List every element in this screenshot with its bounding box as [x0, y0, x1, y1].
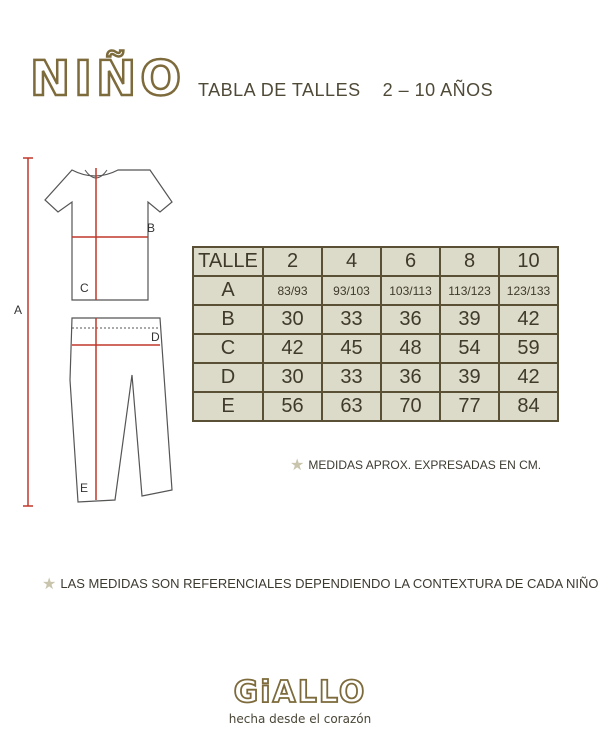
table-cell: 83/93	[263, 276, 322, 305]
page-title-text: NIÑO	[30, 51, 186, 107]
reference-note-text: LAS MEDIDAS SON REFERENCIALES DEPENDIENDO LA CONTEXTURA DE CADA NIÑO	[60, 576, 599, 591]
table-cell: 113/123	[440, 276, 499, 305]
header-cell: 8	[440, 247, 499, 276]
row-label: E	[193, 392, 263, 421]
table-cell: 30	[263, 363, 322, 392]
table-cell: 42	[499, 363, 558, 392]
size-table	[192, 246, 559, 422]
row-label: C	[193, 334, 263, 363]
table-cell: 36	[381, 305, 440, 334]
table-cell: 93/103	[322, 276, 381, 305]
subtitle-text: TABLA DE TALLES	[198, 80, 361, 100]
approx-note-text: MEDIDAS APROX. EXPRESADAS EN CM.	[308, 458, 542, 472]
table-cell: 84	[499, 392, 558, 421]
reference-note	[42, 574, 599, 594]
table-cell: 42	[263, 334, 322, 363]
row-label: A	[193, 276, 263, 305]
table-cell: 54	[440, 334, 499, 363]
table-cell: 77	[440, 392, 499, 421]
row-label: B	[193, 305, 263, 334]
header-cell: 10	[499, 247, 558, 276]
table-cell: 70	[381, 392, 440, 421]
brand-name: GiALLO	[233, 675, 367, 710]
table-cell: 123/133	[499, 276, 558, 305]
table-cell: 39	[440, 363, 499, 392]
brand-tagline: hecha desde el corazón	[228, 712, 372, 726]
table-cell: 45	[322, 334, 381, 363]
table-row	[193, 363, 558, 392]
table-cell: 103/113	[381, 276, 440, 305]
label-e: E	[80, 481, 89, 495]
table-header-row	[193, 247, 558, 276]
table-cell: 56	[263, 392, 322, 421]
star-icon: ★	[290, 457, 305, 474]
table-cell: 59	[499, 334, 558, 363]
tshirt-outline	[45, 170, 172, 300]
page-title	[30, 50, 186, 108]
approx-note	[290, 455, 541, 475]
header-cell: TALLE	[193, 247, 263, 276]
table-cell: 33	[322, 305, 381, 334]
table-row	[193, 276, 558, 305]
brand-logo	[220, 676, 380, 726]
table-row	[193, 334, 558, 363]
header-cell: 6	[381, 247, 440, 276]
label-c: C	[80, 281, 89, 295]
label-d: D	[151, 330, 160, 344]
table-cell: 63	[322, 392, 381, 421]
label-b: B	[147, 221, 156, 235]
header-cell: 4	[322, 247, 381, 276]
subtitle	[198, 80, 493, 101]
age-range: 2 – 10 AÑOS	[382, 80, 494, 100]
header-cell: 2	[263, 247, 322, 276]
table-cell: 33	[322, 363, 381, 392]
star-icon: ★	[42, 576, 57, 593]
table-row	[193, 392, 558, 421]
table-row	[193, 305, 558, 334]
table-cell: 42	[499, 305, 558, 334]
table-cell: 48	[381, 334, 440, 363]
table-cell: 30	[263, 305, 322, 334]
garment-diagram	[0, 140, 200, 520]
table-cell: 36	[381, 363, 440, 392]
table-cell: 39	[440, 305, 499, 334]
row-label: D	[193, 363, 263, 392]
label-a: A	[14, 303, 23, 317]
